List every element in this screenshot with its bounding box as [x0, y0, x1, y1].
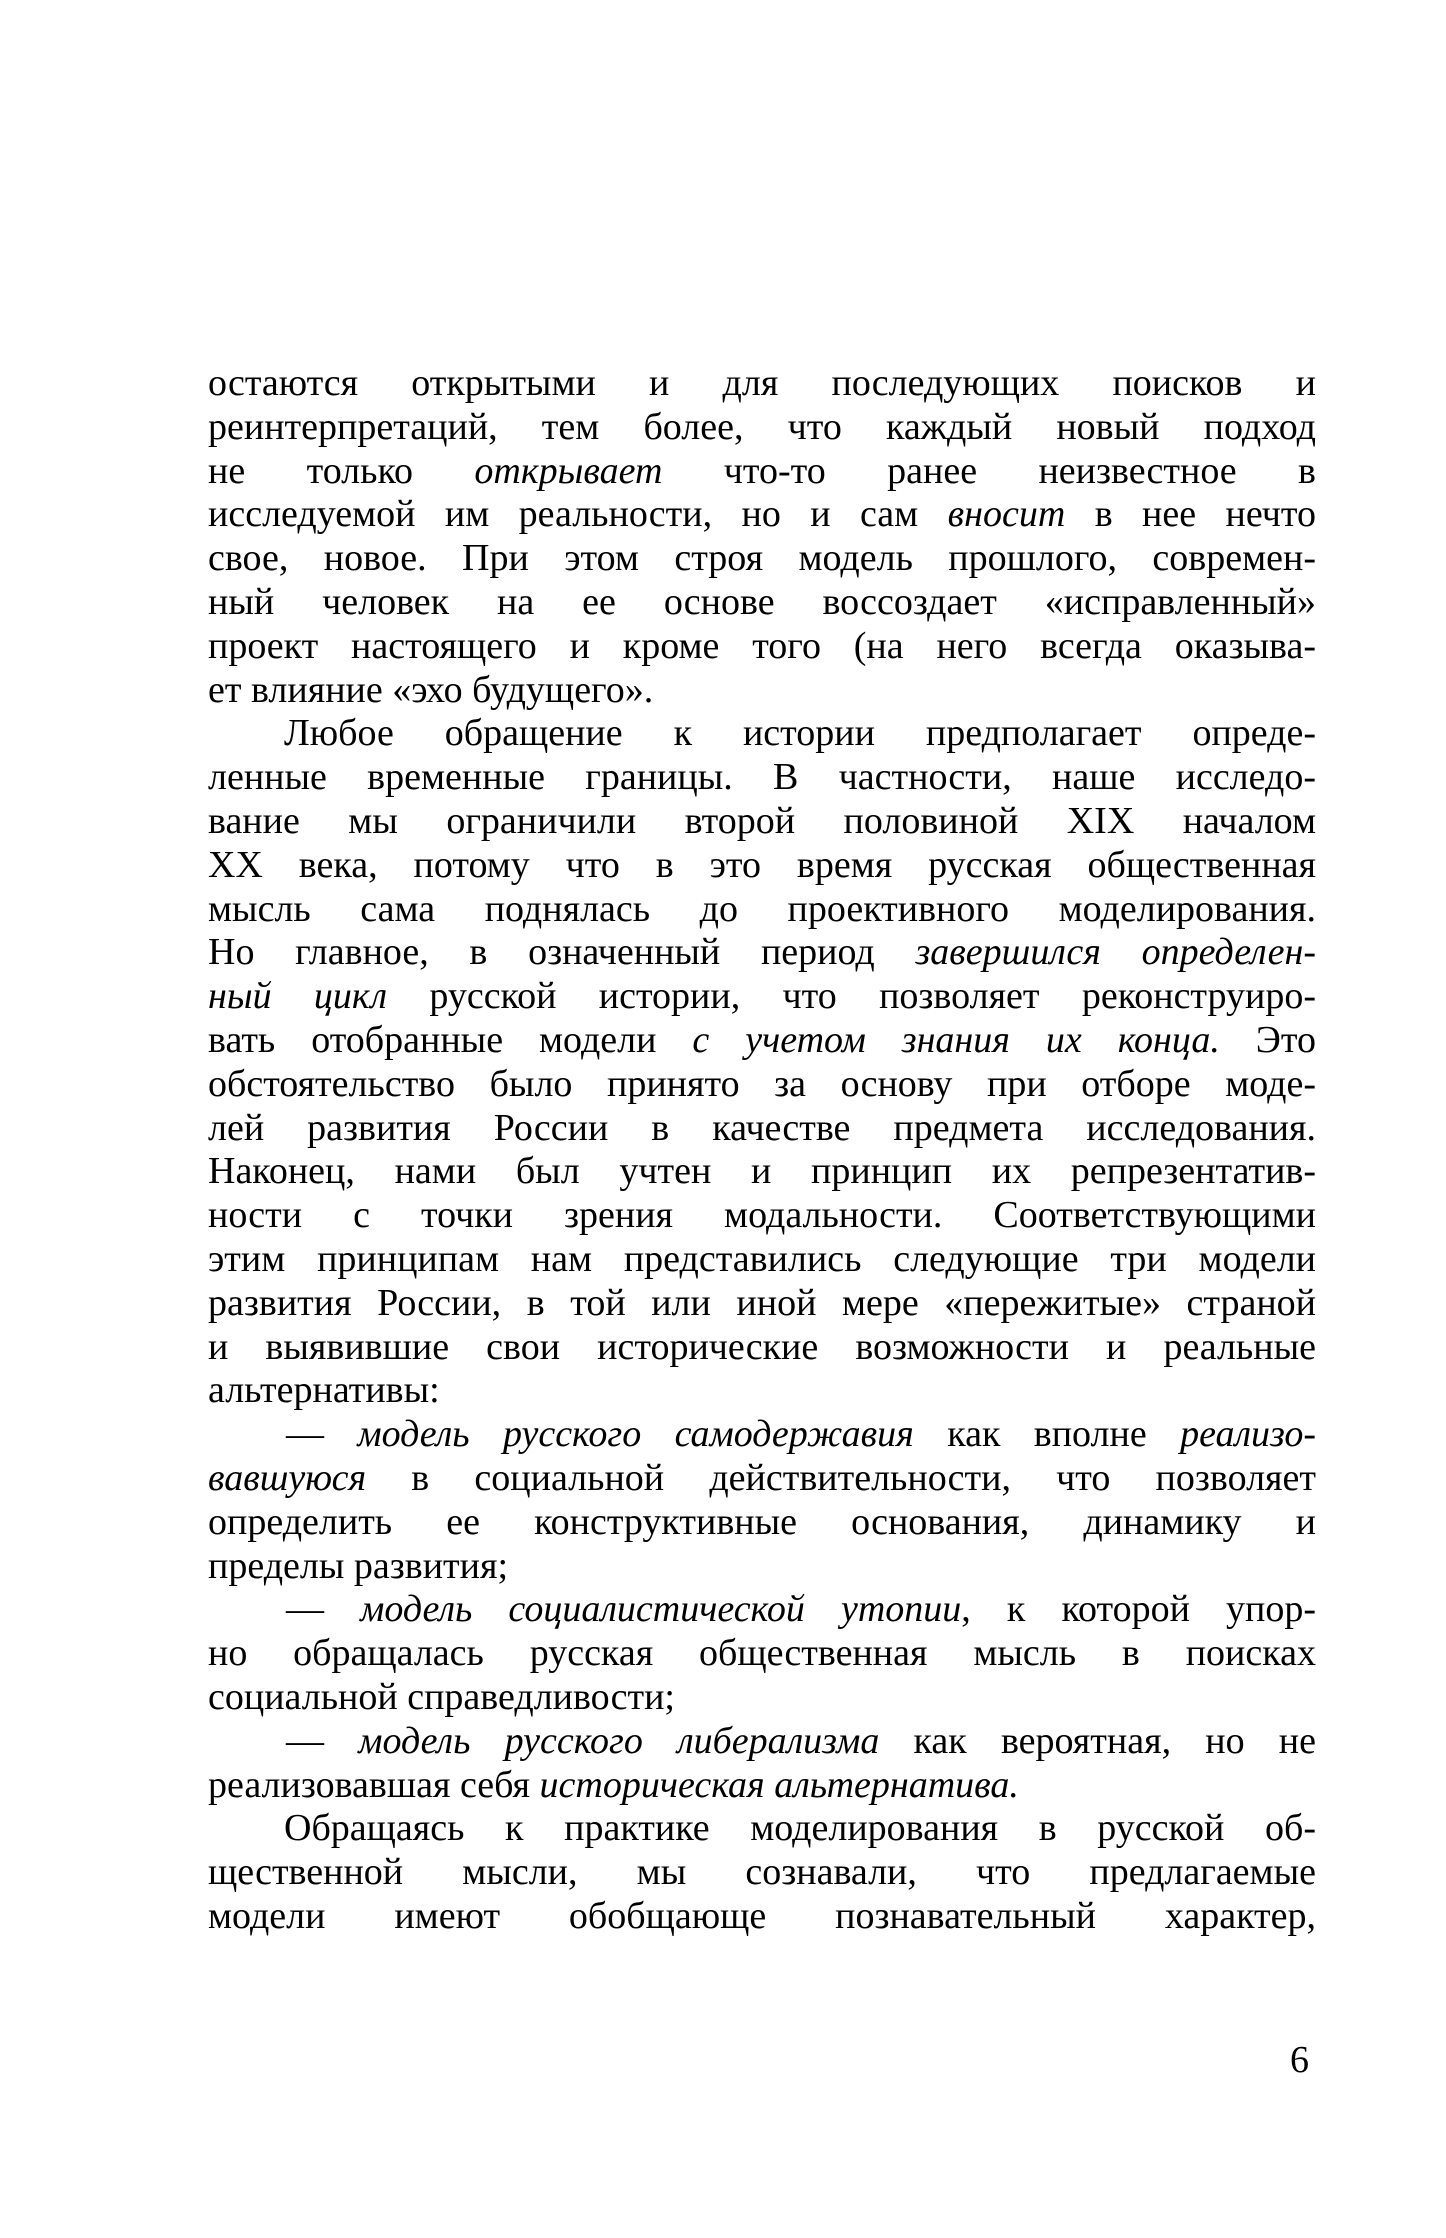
text-line [208, 756, 1316, 800]
text-run: XX века, потому что в это время русская общественная [208, 843, 1316, 886]
text-run: ет влияние «эхо будущего». [208, 668, 654, 711]
list-item-paragraph [208, 1588, 1316, 1719]
italic-run: модель русского самодержавия [357, 1413, 914, 1456]
text-run: в социальной действительности, что позволяет [366, 1456, 1316, 1499]
text-line [208, 1501, 1316, 1545]
paragraph [208, 1807, 1316, 1938]
text-line [208, 1369, 1316, 1413]
text-line [208, 1457, 1316, 1501]
paragraph [208, 712, 1316, 1413]
text-run: вать отобранные модели [208, 1018, 693, 1061]
text-run: — [286, 1588, 361, 1631]
italic-run: модель социалистической утопии [360, 1588, 962, 1631]
text-line [208, 844, 1316, 888]
text-run: реализовавшая себя [208, 1763, 540, 1806]
italic-run: с учетом знания их конца. [692, 1018, 1220, 1061]
text-run: в нее нечто [1065, 493, 1316, 536]
text-run: — [286, 1719, 359, 1762]
text-run: исследуемой им реальности, но и сам [208, 493, 948, 536]
italic-run: модель русского либерализма [358, 1719, 880, 1762]
text-line [208, 581, 1316, 625]
text-run: остаются открытыми и для последующих поисков и [208, 362, 1316, 404]
text-line [208, 1150, 1316, 1194]
text-run: как вполне [913, 1413, 1181, 1456]
italic-run: вавшуюся [208, 1456, 367, 1499]
text-line [208, 450, 1316, 494]
text-line [208, 493, 1316, 537]
page-number: 6 [1290, 2039, 1309, 2081]
italic-run: реализо- [1180, 1413, 1316, 1456]
text-run: лей развития России в качестве предмета исследования. [208, 1106, 1316, 1149]
text-line [208, 975, 1316, 1019]
text-line [208, 1019, 1316, 1063]
text-run: Обращаясь к практике моделирования в русской об- [284, 1807, 1316, 1850]
text-line [208, 1194, 1316, 1238]
text-run: что-то ранее неизвестное в [662, 449, 1316, 492]
text-run: ности с точки зрения модальности. Соответствующими [208, 1194, 1316, 1237]
text-run: модели имеют обобщающе познавательный характер, [208, 1894, 1316, 1937]
page-body [208, 362, 1316, 1939]
text-line [208, 1895, 1316, 1939]
text-line [208, 1851, 1316, 1895]
text-line [208, 537, 1316, 581]
text-run: пределы развития; [208, 1544, 509, 1587]
text-run: вание мы ограничили второй половиной XIX началом [208, 799, 1316, 842]
text-line [208, 800, 1316, 844]
italic-run: вносит [947, 493, 1066, 536]
text-line [208, 1063, 1316, 1107]
text-run: как вероятная, но не [879, 1719, 1316, 1762]
text-line [208, 1807, 1316, 1851]
text-run: альтернативы: [208, 1369, 440, 1412]
list-item-paragraph [208, 1413, 1316, 1588]
text-run: Это [1219, 1018, 1316, 1061]
paragraph [208, 362, 1316, 712]
text-line [208, 1588, 1316, 1632]
list-item-paragraph [208, 1720, 1316, 1808]
text-line [208, 1720, 1316, 1764]
text-run: этим принципам нам представились следующие три модели [208, 1237, 1316, 1280]
text-run: ленные временные границы. В частности, наше исследо- [208, 756, 1316, 799]
text-run: не только [208, 449, 475, 492]
text-line [208, 888, 1316, 932]
text-run: развития России, в той или иной мере «пережитые» страной [208, 1281, 1316, 1324]
text-run: Наконец, нами был учтен и принцип их репрезентатив- [208, 1150, 1316, 1193]
text-line [208, 1632, 1316, 1676]
text-line [208, 1676, 1316, 1720]
text-line [208, 1413, 1316, 1457]
text-run: определить ее конструктивные основания, динамику и [208, 1500, 1316, 1543]
text-run: , к которой упор- [961, 1588, 1316, 1631]
text-line [208, 669, 1316, 713]
text-run: и выявившие свои исторические возможности и реальные [208, 1325, 1316, 1368]
text-line [208, 625, 1316, 669]
text-line [208, 1326, 1316, 1370]
text-line [208, 362, 1316, 406]
text-line [208, 712, 1316, 756]
text-run: щественной мысли, мы сознавали, что предлагаемые [208, 1851, 1316, 1894]
text-run: свое, новое. При этом строя модель прошлого, современ- [208, 537, 1316, 580]
text-run: Но главное, в означенный период [208, 931, 916, 974]
text-line [208, 1107, 1316, 1151]
text-run: мысль сама поднялась до проективного моделирования. [208, 887, 1316, 930]
text-run: — [286, 1413, 358, 1456]
italic-run: историческая альтернатива. [539, 1763, 1019, 1806]
text-line [208, 1545, 1316, 1589]
italic-run: открывает [474, 449, 663, 492]
italic-run: ный цикл [208, 975, 388, 1018]
text-run: реинтерпретаций, тем более, что каждый новый подход [208, 405, 1316, 448]
text-line [208, 1764, 1316, 1808]
text-run: Любое обращение к истории предполагает опреде- [284, 712, 1316, 755]
text-run: русской истории, что позволяет реконструиро- [387, 975, 1316, 1018]
text-run: обстоятельство было принято за основу при отборе моде- [208, 1062, 1316, 1105]
text-line [208, 1238, 1316, 1282]
italic-run: завершился определен- [915, 931, 1316, 974]
text-run: социальной справедливости; [208, 1675, 675, 1718]
text-line [208, 1282, 1316, 1326]
text-run: но обращалась русская общественная мысль в поисках [208, 1632, 1316, 1675]
text-run: проект настоящего и кроме того (на него всегда оказыва- [208, 624, 1316, 667]
text-line [208, 931, 1316, 975]
text-line [208, 406, 1316, 450]
text-run: ный человек на ее основе воссоздает «исправленный» [208, 580, 1316, 623]
